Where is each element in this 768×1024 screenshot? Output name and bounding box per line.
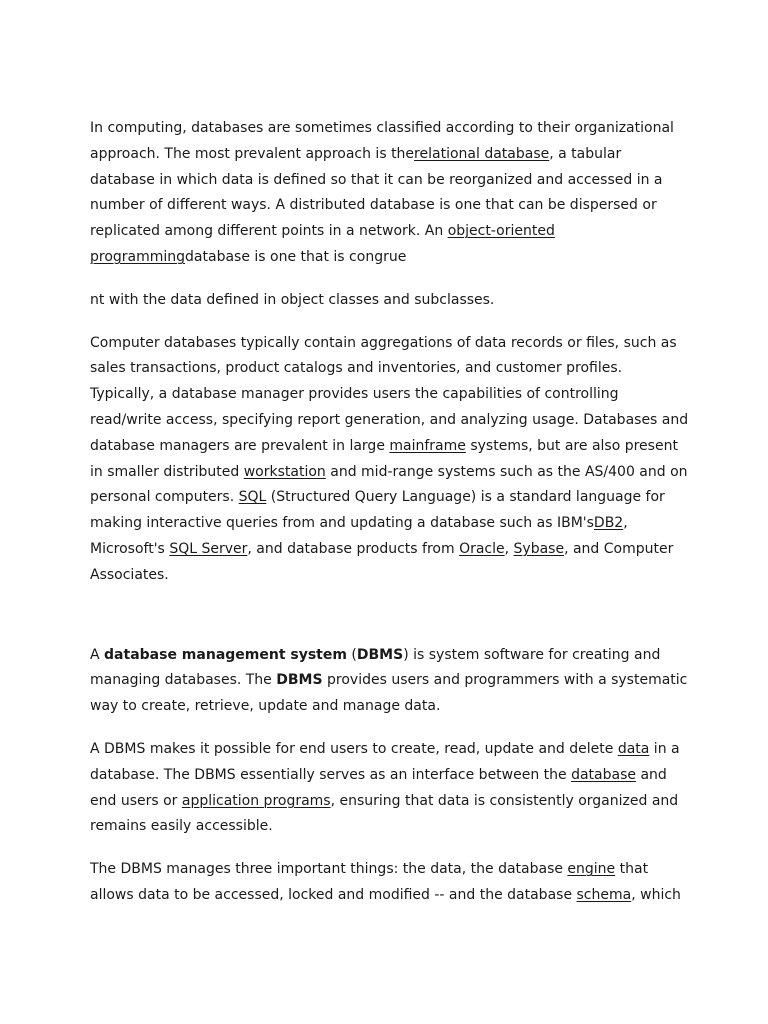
link-schema[interactable]: schema xyxy=(576,886,632,903)
text: systems, but are also present in smaller distributed xyxy=(90,437,678,480)
link-programming[interactable]: programming xyxy=(90,248,186,265)
text: A DBMS makes it possible for end users to create, read, update and delete xyxy=(90,740,618,757)
paragraph-dbms-purpose xyxy=(90,737,690,840)
link-sybase[interactable]: Sybase xyxy=(513,540,565,557)
link-db2[interactable]: DB2 xyxy=(593,515,624,532)
text: , and database products from xyxy=(247,540,460,557)
text: , ensuring that data is consistently organized and remains easily accessible. xyxy=(90,792,679,835)
bold-term-dbms: DBMS xyxy=(276,672,323,689)
paragraph-dbms-manages xyxy=(90,857,690,909)
text: ) is system software for creating and managing databases. The xyxy=(90,646,661,689)
link-data[interactable]: data xyxy=(617,740,650,757)
text: , Microsoft's xyxy=(90,515,628,557)
paragraph-computer-databases xyxy=(90,331,690,589)
bold-term-dbms-full: database management system xyxy=(104,646,347,663)
bold-term-dbms: DBMS xyxy=(356,646,404,663)
document-page xyxy=(90,116,690,909)
text: nt with the data defined in object classes and subclasses. xyxy=(90,291,495,308)
link-sql-server[interactable]: SQL Server xyxy=(169,540,248,557)
paragraph-continuation xyxy=(90,288,690,314)
text: and mid-range systems such as the AS/400 and on personal computers. xyxy=(90,463,688,506)
text: (Structured Query Language) is a standard language for making interactive queries from and updating a database such as IBM's xyxy=(90,489,665,532)
text: in a database. The DBMS essentially serves as an interface between the xyxy=(90,740,680,783)
text: Computer databases typically contain aggregations of data records or files, such as sales transactions, product catalogs and inventories, and customer profiles. Typically, a database manager provides users the capabilities of controlling read/write access, specifying report generation, and analyzing usage. Databases and database managers are prevalent in large xyxy=(90,334,689,454)
link-engine[interactable]: engine xyxy=(567,861,616,878)
text: ( xyxy=(346,646,357,663)
link-object-oriented[interactable]: object-oriented xyxy=(447,223,555,240)
text: , xyxy=(504,540,514,557)
link-oracle[interactable]: Oracle xyxy=(459,540,505,557)
text: In computing, databases are sometimes classified according to their organizational approach. The most prevalent approach is the xyxy=(90,120,674,162)
link-application-programs[interactable]: application programs xyxy=(181,792,331,809)
link-database[interactable]: database xyxy=(571,766,637,783)
link-mainframe[interactable]: mainframe xyxy=(389,437,466,454)
link-workstation[interactable]: workstation xyxy=(243,463,326,480)
text: that allows data to be accessed, locked and modified -- and the database xyxy=(90,861,649,903)
text: and end users or xyxy=(90,766,667,809)
paragraph-dbms-definition xyxy=(90,643,690,720)
text: A xyxy=(90,646,105,663)
text: provides users and programmers with a systematic way to create, retrieve, update and manage data. xyxy=(90,672,688,715)
text: , which xyxy=(631,886,681,903)
text: The DBMS manages three important things: the data, the database xyxy=(90,861,568,878)
text: , a tabular database in which data is defined so that it can be reorganized and accessed in a number of different ways. A distributed database is one that can be dispersed or replicated among different points in a network. An xyxy=(90,145,663,240)
text: , and Computer Associates. xyxy=(90,540,674,583)
text: database is one that is congrue xyxy=(185,248,407,265)
link-sql[interactable]: SQL xyxy=(238,489,267,506)
link-relational-database[interactable]: relational database xyxy=(414,145,550,162)
paragraph-database-classification xyxy=(90,116,690,271)
